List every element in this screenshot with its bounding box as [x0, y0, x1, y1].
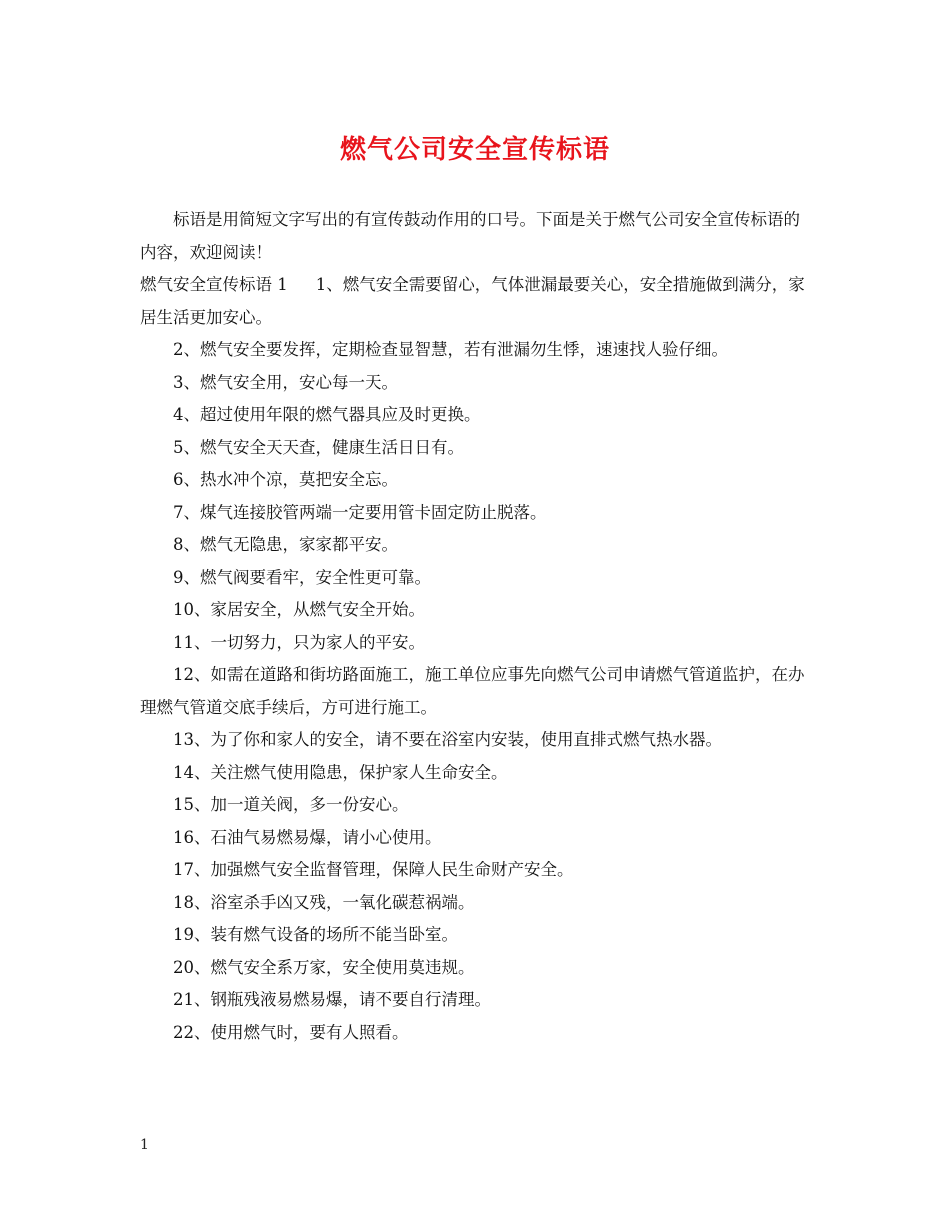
- slogan-item-17: 17、加强燃气安全监督管理，保障人民生命财产安全。: [173, 860, 574, 879]
- intro-paragraph: 标语是用简短文字写出的有宣传鼓动作用的口号。下面是关于燃气公司安全宣传标语的内容，欢迎阅读！: [140, 210, 800, 262]
- slogan-item-1: 1、燃气安全需要留心，气体泄漏最要关心，安全措施做到满分，家居生活更加安心。: [140, 275, 805, 327]
- slogan-item-9: 9、燃气阀要看牢，安全性更可靠。: [173, 567, 431, 587]
- slogan-item-21: 21、钢瓶残液易燃易爆，请不要自行清理。: [173, 990, 491, 1009]
- slogan-item-12: 12、如需在道路和街坊路面施工，施工单位应事先向燃气公司申请燃气管道监护，在办理燃气管道交底手续后，方可进行施工。: [140, 665, 805, 717]
- slogan-item-18: 18、浴室杀手凶又残，一氧化碳惹祸端。: [173, 892, 475, 912]
- section-heading: 燃气安全宣传标语 1: [140, 275, 288, 294]
- document-title: 燃气公司安全宣传标语: [339, 135, 610, 165]
- slogan-item-2: 2、燃气安全要发挥，定期检查显智慧，若有泄漏勿生悸，速速找人验仔细。: [173, 340, 728, 359]
- section-first-line: [140, 269, 815, 334]
- slogan-item-4: 4、超过使用年限的燃气器具应及时更换。: [173, 405, 481, 424]
- slogan-item-8: 8、燃气无隐患，家家都平安。: [173, 535, 398, 554]
- slogan-item-14: 14、关注燃气使用隐患，保护家人生命安全。: [173, 762, 508, 782]
- slogan-item-16: 16、石油气易燃易爆，请小心使用。: [173, 827, 442, 847]
- slogan-item-22: 22、使用燃气时，要有人照看。: [173, 1022, 409, 1042]
- slogan-item-7: 7、煤气连接胶管两端一定要用管卡固定防止脱落。: [173, 502, 547, 522]
- slogan-item-6: 6、热水冲个凉，莫把安全忘。: [173, 470, 398, 489]
- page-number: 1: [140, 1137, 149, 1153]
- slogan-item-15: 15、加一道关阀，多一份安心。: [173, 795, 409, 814]
- slogan-item-11: 11、一切努力，只为家人的平安。: [173, 632, 425, 652]
- slogan-item-19: 19、装有燃气设备的场所不能当卧室。: [173, 925, 458, 944]
- slogan-item-20: 20、燃气安全系万家，安全使用莫违规。: [173, 957, 475, 977]
- document-body: [140, 204, 815, 1049]
- slogan-item-13: 13、为了你和家人的安全，请不要在浴室内安装，使用直排式燃气热水器。: [173, 730, 722, 749]
- slogan-item-10: 10、家居安全，从燃气安全开始。: [173, 600, 425, 619]
- slogan-item-5: 5、燃气安全天天查，健康生活日日有。: [173, 437, 464, 457]
- slogan-item-3: 3、燃气安全用，安心每一天。: [173, 372, 398, 392]
